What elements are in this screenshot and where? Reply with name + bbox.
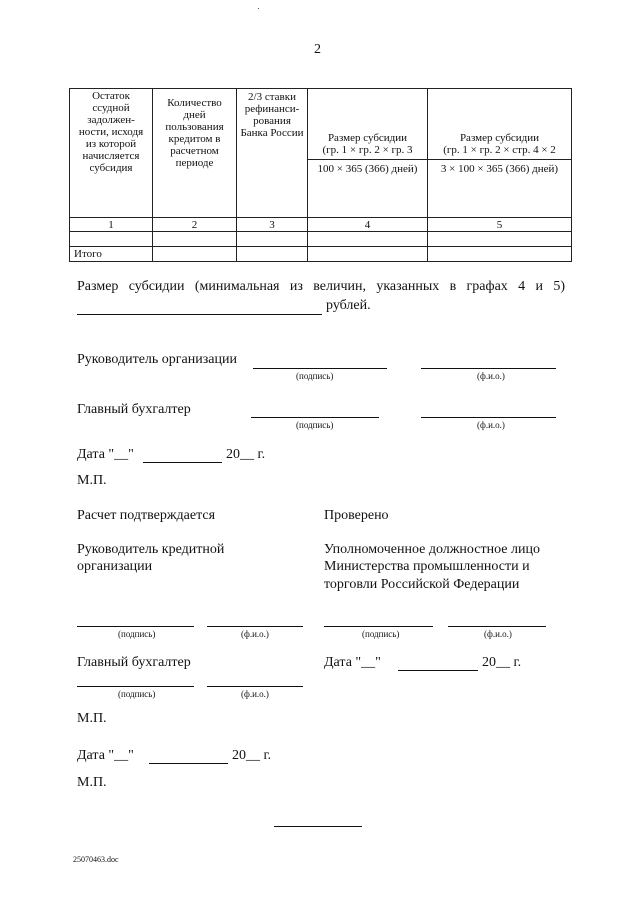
bank-chief-accountant-label: Главный бухгалтер <box>77 655 191 670</box>
table-number-row <box>70 218 572 232</box>
table-cell <box>153 232 237 247</box>
table-cell <box>153 247 237 262</box>
name-line <box>421 417 556 418</box>
confirm-left-title: Расчет подтверждается <box>77 508 216 523</box>
total-label: Итого <box>70 247 153 262</box>
signature-hint: (подпись) <box>296 371 334 381</box>
table-cell <box>428 232 572 247</box>
subsidy-rubles: рублей. <box>326 298 371 313</box>
header-col4-numerator: (гр. 1 × гр. 2 × гр. 3 <box>308 144 427 160</box>
name-line <box>448 626 546 627</box>
table-cell <box>237 232 308 247</box>
signature-line <box>77 626 194 627</box>
date-year: 20__ г. <box>226 447 266 462</box>
subsidy-amount-line <box>77 314 322 315</box>
name-hint: (ф.и.о.) <box>477 420 505 430</box>
date-month-line <box>143 462 222 463</box>
signature-line <box>77 686 194 687</box>
official-line1: Уполномоченное должностное лицо <box>324 542 540 557</box>
name-hint: (ф.и.о.) <box>241 689 269 699</box>
table-cell <box>70 232 153 247</box>
header-col4-title: Размер субсидии <box>327 131 408 144</box>
signature-hint: (подпись) <box>362 629 400 639</box>
final-stamp-label: М.П. <box>77 775 107 790</box>
signature-line <box>251 417 379 418</box>
header-col2: Количество дней пользования кредитом в расчетном периоде <box>165 97 224 169</box>
signature-line <box>253 368 387 369</box>
official-line3: торговли Российской Федерации <box>324 577 520 592</box>
header-col5-denominator: 3 × 100 × 365 (366) дней) <box>440 162 559 175</box>
table-header-cell <box>70 89 153 218</box>
signature-hint: (подпись) <box>296 420 334 430</box>
header-col1: Остаток ссудной задолжен-ности, исходя из которой начисляется субсидия <box>78 90 144 174</box>
name-hint: (ф.и.о.) <box>484 629 512 639</box>
table-cell <box>308 232 428 247</box>
table-header-cell <box>237 89 308 218</box>
column-number: 3 <box>237 218 308 232</box>
name-hint: (ф.и.о.) <box>477 371 505 381</box>
table-cell <box>428 247 572 262</box>
footer-file-name: 25070463.doc <box>73 855 119 864</box>
signature-hint: (подпись) <box>118 629 156 639</box>
page-number: 2 <box>314 42 321 57</box>
official-line2: Министерства промышленности и <box>324 559 530 574</box>
stamp-label: М.П. <box>77 473 107 488</box>
header-col5-title: Размер субсидии <box>459 131 540 144</box>
table-header-cell <box>308 89 428 218</box>
table-header-row <box>70 89 572 218</box>
column-number: 2 <box>153 218 237 232</box>
table-row <box>70 232 572 247</box>
date-label: Дата "__" <box>77 447 134 462</box>
bank-date-year: 20__ г. <box>232 748 272 763</box>
name-line <box>207 626 303 627</box>
date-month-line <box>149 763 228 764</box>
scan-dot <box>258 8 259 9</box>
chief-accountant-label: Главный бухгалтер <box>77 402 191 417</box>
column-number: 5 <box>428 218 572 232</box>
ministry-date-label: Дата "__" <box>324 655 381 670</box>
name-hint: (ф.и.о.) <box>241 629 269 639</box>
bank-date-label: Дата "__" <box>77 748 134 763</box>
header-col4-denominator: 100 × 365 (366) дней) <box>317 162 418 175</box>
table-cell <box>308 247 428 262</box>
table-header-cell <box>428 89 572 218</box>
header-col5-numerator: (гр. 1 × гр. 2 × стр. 4 × 2 <box>428 144 571 160</box>
bank-head-line1: Руководитель кредитной <box>77 542 225 557</box>
table-total-row <box>70 247 572 262</box>
column-number: 4 <box>308 218 428 232</box>
name-line <box>207 686 303 687</box>
name-line <box>421 368 556 369</box>
signature-line <box>324 626 433 627</box>
table-cell <box>237 247 308 262</box>
confirm-right-title: Проверено <box>324 508 389 523</box>
subsidy-text-line1: Размер субсидии (минимальная из величин, указанных в графах 4 и 5) <box>77 279 565 294</box>
table-header-cell <box>153 89 237 218</box>
end-separator-line <box>274 826 362 827</box>
ministry-date-year: 20__ г. <box>482 655 522 670</box>
column-number: 1 <box>70 218 153 232</box>
bank-stamp-label: М.П. <box>77 711 107 726</box>
bank-head-line2: организации <box>77 559 153 574</box>
head-org-label: Руководитель организации <box>77 352 237 367</box>
subsidy-table <box>69 88 572 262</box>
signature-hint: (подпись) <box>118 689 156 699</box>
date-month-line <box>398 670 478 671</box>
header-col3: 2/3 ставки рефинанси-рования Банка России <box>240 91 304 139</box>
